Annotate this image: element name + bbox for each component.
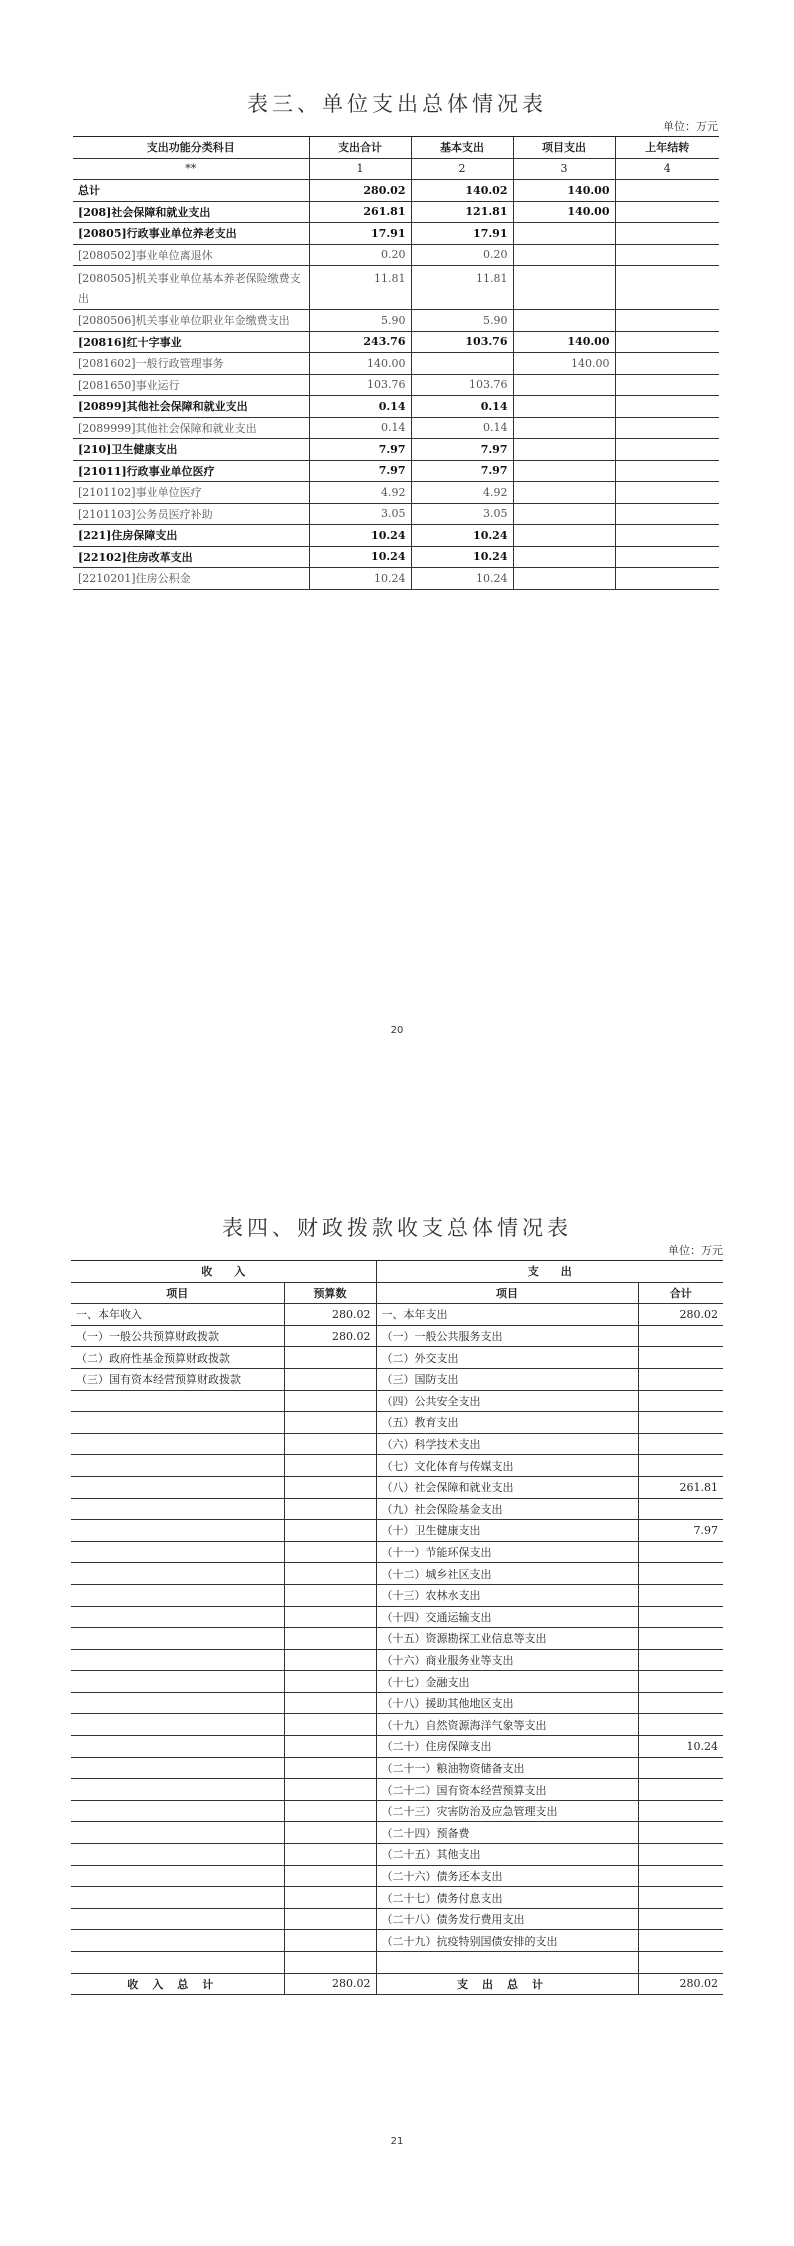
basic-cell: 4.92 (411, 482, 513, 504)
col-header-carryover: 上年结转 (615, 137, 719, 159)
carryover-cell (615, 568, 719, 590)
expense-item-cell: （七）文化体育与传媒支出 (376, 1455, 638, 1477)
table-row (71, 1541, 723, 1563)
expense-amount-cell (638, 1865, 723, 1887)
total-cell: 0.20 (309, 244, 411, 266)
expense-item-cell: （十一）节能环保支出 (376, 1541, 638, 1563)
expense-amount-cell (638, 1757, 723, 1779)
category-cell: [221]住房保障支出 (73, 525, 309, 547)
project-cell (513, 266, 615, 310)
income-amount-cell: 280.02 (284, 1325, 376, 1347)
carryover-cell (615, 353, 719, 375)
expense-item-cell: （十三）农林水支出 (376, 1584, 638, 1606)
table-row (71, 1563, 723, 1585)
expense-amount-cell (638, 1671, 723, 1693)
table-row (73, 201, 719, 223)
income-amount-cell (284, 1714, 376, 1736)
category-cell: [21011]行政事业单位医疗 (73, 460, 309, 482)
carryover-cell (615, 525, 719, 547)
expense-amount-cell (638, 1930, 723, 1952)
table-row (71, 1800, 723, 1822)
table-row (71, 1887, 723, 1909)
basic-cell: 11.81 (411, 266, 513, 310)
project-cell (513, 546, 615, 568)
project-cell (513, 568, 615, 590)
table4-title: 表四、财政拨款收支总体情况表 (222, 1216, 572, 1240)
total-cell: 280.02 (309, 180, 411, 202)
category-cell: [2101103]公务员医疗补助 (73, 503, 309, 525)
income-amount-cell (284, 1455, 376, 1477)
carryover-cell (615, 374, 719, 396)
table-row (73, 331, 719, 353)
income-item-cell (71, 1930, 284, 1952)
group-header-income: 收 入 (71, 1261, 376, 1283)
income-item-cell (71, 1822, 284, 1844)
project-cell (513, 503, 615, 525)
income-amount-cell (284, 1476, 376, 1498)
income-amount-cell (284, 1844, 376, 1866)
index-cell: 2 (411, 158, 513, 180)
expense-amount-cell (638, 1952, 723, 1974)
category-cell: [2081602]一般行政管理事务 (73, 353, 309, 375)
table-row (71, 1368, 723, 1390)
table-row (71, 1584, 723, 1606)
income-amount-cell (284, 1433, 376, 1455)
table-row (73, 396, 719, 418)
expense-item-cell: （十六）商业服务业等支出 (376, 1649, 638, 1671)
carryover-cell (615, 331, 719, 353)
income-amount-cell (284, 1584, 376, 1606)
income-item-cell (71, 1584, 284, 1606)
expense-item-cell: （十九）自然资源海洋气象等支出 (376, 1714, 638, 1736)
total-cell: 140.00 (309, 353, 411, 375)
expense-item-cell: （十五）资源勘探工业信息等支出 (376, 1628, 638, 1650)
income-item-cell (71, 1714, 284, 1736)
expense-amount-cell (638, 1368, 723, 1390)
table-row (71, 1952, 723, 1974)
category-cell: [2210201]住房公积金 (73, 568, 309, 590)
table-row (71, 1908, 723, 1930)
expense-amount-cell (638, 1822, 723, 1844)
table-row (71, 1455, 723, 1477)
expense-item-cell: （二十七）债务付息支出 (376, 1887, 638, 1909)
total-cell: 5.90 (309, 310, 411, 332)
income-amount-cell (284, 1412, 376, 1434)
basic-cell: 140.02 (411, 180, 513, 202)
income-amount-cell (284, 1606, 376, 1628)
table-row (71, 1692, 723, 1714)
category-cell: 总计 (73, 180, 309, 202)
table4-unit: 单位：万元 (668, 1244, 723, 1257)
expense-item-cell: （二十八）债务发行费用支出 (376, 1908, 638, 1930)
col-header-income-item: 项目 (71, 1282, 284, 1304)
expense-item-cell: （三）国防支出 (376, 1368, 638, 1390)
income-amount-cell (284, 1908, 376, 1930)
table-row (71, 1433, 723, 1455)
category-cell: [22102]住房改革支出 (73, 546, 309, 568)
total-cell: 7.97 (309, 439, 411, 461)
table-row (71, 1476, 723, 1498)
project-cell (513, 374, 615, 396)
basic-cell: 17.91 (411, 223, 513, 245)
table-row (73, 266, 719, 310)
income-item-cell (71, 1476, 284, 1498)
table4-group-header-row (71, 1261, 723, 1283)
income-amount-cell (284, 1563, 376, 1585)
table3-title: 表三、单位支出总体情况表 (247, 92, 547, 116)
expense-item-cell: （五）教育支出 (376, 1412, 638, 1434)
table-row (73, 439, 719, 461)
basic-cell: 7.97 (411, 439, 513, 461)
income-item-cell: （一）一般公共预算财政拨款 (71, 1325, 284, 1347)
table-row (73, 503, 719, 525)
table-row (71, 1390, 723, 1412)
basic-cell (411, 353, 513, 375)
category-cell: [2080505]机关事业单位基本养老保险缴费支出 (73, 266, 309, 310)
project-cell (513, 460, 615, 482)
col-header-basic: 基本支出 (411, 137, 513, 159)
basic-cell: 10.24 (411, 546, 513, 568)
expense-amount-cell (638, 1584, 723, 1606)
expense-item-cell: （二十九）抗疫特别国债安排的支出 (376, 1930, 638, 1952)
table-row (71, 1412, 723, 1434)
income-amount-cell (284, 1952, 376, 1974)
income-amount-cell: 280.02 (284, 1304, 376, 1326)
category-cell: [2101102]事业单位医疗 (73, 482, 309, 504)
project-cell (513, 310, 615, 332)
table-row (71, 1757, 723, 1779)
expense-total-amount: 280.02 (638, 1973, 723, 1995)
basic-cell: 0.14 (411, 417, 513, 439)
table-row (71, 1930, 723, 1952)
expense-amount-cell (638, 1692, 723, 1714)
expense-amount-cell (638, 1325, 723, 1347)
index-cell: 1 (309, 158, 411, 180)
table-row (71, 1779, 723, 1801)
expense-amount-cell (638, 1563, 723, 1585)
total-cell: 10.24 (309, 525, 411, 547)
table-row (73, 568, 719, 590)
total-cell: 0.14 (309, 417, 411, 439)
project-cell (513, 223, 615, 245)
table-row (73, 525, 719, 547)
income-amount-cell (284, 1498, 376, 1520)
income-item-cell: （三）国有资本经营预算财政拨款 (71, 1368, 284, 1390)
income-item-cell (71, 1498, 284, 1520)
expense-item-cell: （二十二）国有资本经营预算支出 (376, 1779, 638, 1801)
category-cell: [2089999]其他社会保障和就业支出 (73, 417, 309, 439)
total-cell: 17.91 (309, 223, 411, 245)
total-cell: 10.24 (309, 546, 411, 568)
expense-amount-cell (638, 1628, 723, 1650)
income-amount-cell (284, 1541, 376, 1563)
expense-amount-cell (638, 1541, 723, 1563)
table-row (71, 1325, 723, 1347)
table-row (73, 482, 719, 504)
expense-amount-cell (638, 1498, 723, 1520)
income-item-cell (71, 1887, 284, 1909)
table-row (73, 310, 719, 332)
income-amount-cell (284, 1649, 376, 1671)
total-cell: 243.76 (309, 331, 411, 353)
project-cell: 140.00 (513, 331, 615, 353)
index-cell: 4 (615, 158, 719, 180)
table3-unit: 单位：万元 (663, 120, 718, 133)
income-item-cell (71, 1455, 284, 1477)
expense-total-label: 支出总计 (376, 1973, 638, 1995)
income-item-cell: （二）政府性基金预算财政拨款 (71, 1347, 284, 1369)
expense-amount-cell (638, 1779, 723, 1801)
income-amount-cell (284, 1671, 376, 1693)
expense-item-cell: （二十三）灾害防治及应急管理支出 (376, 1800, 638, 1822)
table4-header-row (71, 1282, 723, 1304)
table-row (73, 244, 719, 266)
table3-header-row (73, 137, 719, 159)
expense-item-cell: 一、本年支出 (376, 1304, 638, 1326)
project-cell: 140.00 (513, 180, 615, 202)
page-number-21: 21 (390, 2136, 404, 2147)
table-row (73, 374, 719, 396)
expense-item-cell: （十八）援助其他地区支出 (376, 1692, 638, 1714)
income-amount-cell (284, 1390, 376, 1412)
expense-item-cell: （十四）交通运输支出 (376, 1606, 638, 1628)
expense-item-cell: （十七）金融支出 (376, 1671, 638, 1693)
income-item-cell (71, 1412, 284, 1434)
total-cell: 10.24 (309, 568, 411, 590)
expense-item-cell: （六）科学技术支出 (376, 1433, 638, 1455)
expense-amount-cell (638, 1887, 723, 1909)
income-total-amount: 280.02 (284, 1973, 376, 1995)
table-row (73, 223, 719, 245)
expense-item-cell: （二）外交支出 (376, 1347, 638, 1369)
carryover-cell (615, 460, 719, 482)
category-cell: [2081650]事业运行 (73, 374, 309, 396)
income-item-cell (71, 1757, 284, 1779)
carryover-cell (615, 266, 719, 310)
income-amount-cell (284, 1865, 376, 1887)
income-item-cell (71, 1520, 284, 1542)
col-header-total: 支出合计 (309, 137, 411, 159)
table-row (71, 1822, 723, 1844)
expense-amount-cell (638, 1844, 723, 1866)
expense-item-cell: （八）社会保障和就业支出 (376, 1476, 638, 1498)
income-amount-cell (284, 1347, 376, 1369)
expense-amount-cell (638, 1649, 723, 1671)
category-cell: [20899]其他社会保障和就业支出 (73, 396, 309, 418)
income-item-cell (71, 1736, 284, 1758)
category-cell: [2080506]机关事业单位职业年金缴费支出 (73, 310, 309, 332)
expense-amount-cell (638, 1347, 723, 1369)
project-cell (513, 439, 615, 461)
total-cell: 4.92 (309, 482, 411, 504)
expense-amount-cell (638, 1714, 723, 1736)
expense-item-cell: （十）卫生健康支出 (376, 1520, 638, 1542)
income-item-cell (71, 1541, 284, 1563)
expense-item-cell: （二十）住房保障支出 (376, 1736, 638, 1758)
expense-amount-cell (638, 1433, 723, 1455)
table3-index-row (73, 158, 719, 180)
carryover-cell (615, 244, 719, 266)
income-item-cell (71, 1433, 284, 1455)
table-row (71, 1736, 723, 1758)
basic-cell: 103.76 (411, 374, 513, 396)
basic-cell: 0.20 (411, 244, 513, 266)
expense-item-cell: （二十五）其他支出 (376, 1844, 638, 1866)
project-cell (513, 417, 615, 439)
expense-item-cell (376, 1952, 638, 1974)
basic-cell: 0.14 (411, 396, 513, 418)
category-cell: [2080502]事业单位离退休 (73, 244, 309, 266)
basic-cell: 103.76 (411, 331, 513, 353)
income-item-cell (71, 1865, 284, 1887)
income-amount-cell (284, 1822, 376, 1844)
table-row (71, 1671, 723, 1693)
income-item-cell (71, 1692, 284, 1714)
income-item-cell (71, 1952, 284, 1974)
table-row (73, 417, 719, 439)
project-cell (513, 396, 615, 418)
income-item-cell (71, 1908, 284, 1930)
table-row (71, 1520, 723, 1542)
total-cell: 261.81 (309, 201, 411, 223)
expense-amount-cell: 10.24 (638, 1736, 723, 1758)
income-item-cell (71, 1606, 284, 1628)
total-cell: 3.05 (309, 503, 411, 525)
page-number-20: 20 (390, 1025, 404, 1036)
expense-amount-cell: 261.81 (638, 1476, 723, 1498)
table-row (71, 1606, 723, 1628)
carryover-cell (615, 310, 719, 332)
table-row (71, 1714, 723, 1736)
category-cell: [208]社会保障和就业支出 (73, 201, 309, 223)
expense-item-cell: （四）公共安全支出 (376, 1390, 638, 1412)
income-item-cell (71, 1563, 284, 1585)
carryover-cell (615, 396, 719, 418)
project-cell (513, 482, 615, 504)
carryover-cell (615, 417, 719, 439)
expense-item-cell: （十二）城乡社区支出 (376, 1563, 638, 1585)
project-cell: 140.00 (513, 201, 615, 223)
total-cell: 0.14 (309, 396, 411, 418)
income-amount-cell (284, 1520, 376, 1542)
table3-unit-expenditure (73, 136, 719, 590)
income-amount-cell (284, 1887, 376, 1909)
expense-amount-cell (638, 1908, 723, 1930)
carryover-cell (615, 503, 719, 525)
carryover-cell (615, 180, 719, 202)
table4-footer-row (71, 1973, 723, 1995)
total-cell: 103.76 (309, 374, 411, 396)
basic-cell: 10.24 (411, 525, 513, 547)
carryover-cell (615, 201, 719, 223)
col-header-expense-item: 项目 (376, 1282, 638, 1304)
income-item-cell (71, 1628, 284, 1650)
expense-amount-cell (638, 1412, 723, 1434)
table-row (71, 1865, 723, 1887)
expense-amount-cell (638, 1800, 723, 1822)
income-item-cell (71, 1800, 284, 1822)
income-amount-cell (284, 1779, 376, 1801)
expense-item-cell: （二十四）预备费 (376, 1822, 638, 1844)
income-amount-cell (284, 1628, 376, 1650)
col-header-project: 项目支出 (513, 137, 615, 159)
income-amount-cell (284, 1757, 376, 1779)
table-row (71, 1844, 723, 1866)
col-header-category: 支出功能分类科目 (73, 137, 309, 159)
table-row (73, 180, 719, 202)
index-cell: 3 (513, 158, 615, 180)
category-cell: [20816]红十字事业 (73, 331, 309, 353)
expense-item-cell: （九）社会保险基金支出 (376, 1498, 638, 1520)
income-item-cell (71, 1390, 284, 1412)
category-cell: [210]卫生健康支出 (73, 439, 309, 461)
expense-item-cell: （二十六）债务还本支出 (376, 1865, 638, 1887)
carryover-cell (615, 546, 719, 568)
basic-cell: 3.05 (411, 503, 513, 525)
total-cell: 11.81 (309, 266, 411, 310)
project-cell: 140.00 (513, 353, 615, 375)
income-amount-cell (284, 1930, 376, 1952)
group-header-expense: 支 出 (376, 1261, 723, 1283)
index-cell: ** (73, 158, 309, 180)
expense-item-cell: （二十一）粮油物资储备支出 (376, 1757, 638, 1779)
income-item-cell (71, 1779, 284, 1801)
expense-amount-cell: 280.02 (638, 1304, 723, 1326)
table-row (71, 1304, 723, 1326)
carryover-cell (615, 482, 719, 504)
col-header-budget: 预算数 (284, 1282, 376, 1304)
table-row (73, 460, 719, 482)
expense-amount-cell (638, 1455, 723, 1477)
total-cell: 7.97 (309, 460, 411, 482)
table-row (73, 353, 719, 375)
expense-item-cell: （一）一般公共服务支出 (376, 1325, 638, 1347)
table-row (71, 1649, 723, 1671)
income-item-cell (71, 1649, 284, 1671)
income-amount-cell (284, 1692, 376, 1714)
basic-cell: 10.24 (411, 568, 513, 590)
basic-cell: 5.90 (411, 310, 513, 332)
col-header-sum: 合计 (638, 1282, 723, 1304)
category-cell: [20805]行政事业单位养老支出 (73, 223, 309, 245)
expense-amount-cell (638, 1606, 723, 1628)
table-row (71, 1628, 723, 1650)
income-total-label: 收入总计 (71, 1973, 284, 1995)
table-row (71, 1498, 723, 1520)
table4-fiscal-appropriation (71, 1260, 723, 1995)
table-row (71, 1347, 723, 1369)
carryover-cell (615, 223, 719, 245)
income-amount-cell (284, 1800, 376, 1822)
basic-cell: 121.81 (411, 201, 513, 223)
income-item-cell: 一、本年收入 (71, 1304, 284, 1326)
income-item-cell (71, 1844, 284, 1866)
carryover-cell (615, 439, 719, 461)
expense-amount-cell: 7.97 (638, 1520, 723, 1542)
income-amount-cell (284, 1736, 376, 1758)
income-amount-cell (284, 1368, 376, 1390)
income-item-cell (71, 1671, 284, 1693)
project-cell (513, 244, 615, 266)
basic-cell: 7.97 (411, 460, 513, 482)
table-row (73, 546, 719, 568)
project-cell (513, 525, 615, 547)
expense-amount-cell (638, 1390, 723, 1412)
